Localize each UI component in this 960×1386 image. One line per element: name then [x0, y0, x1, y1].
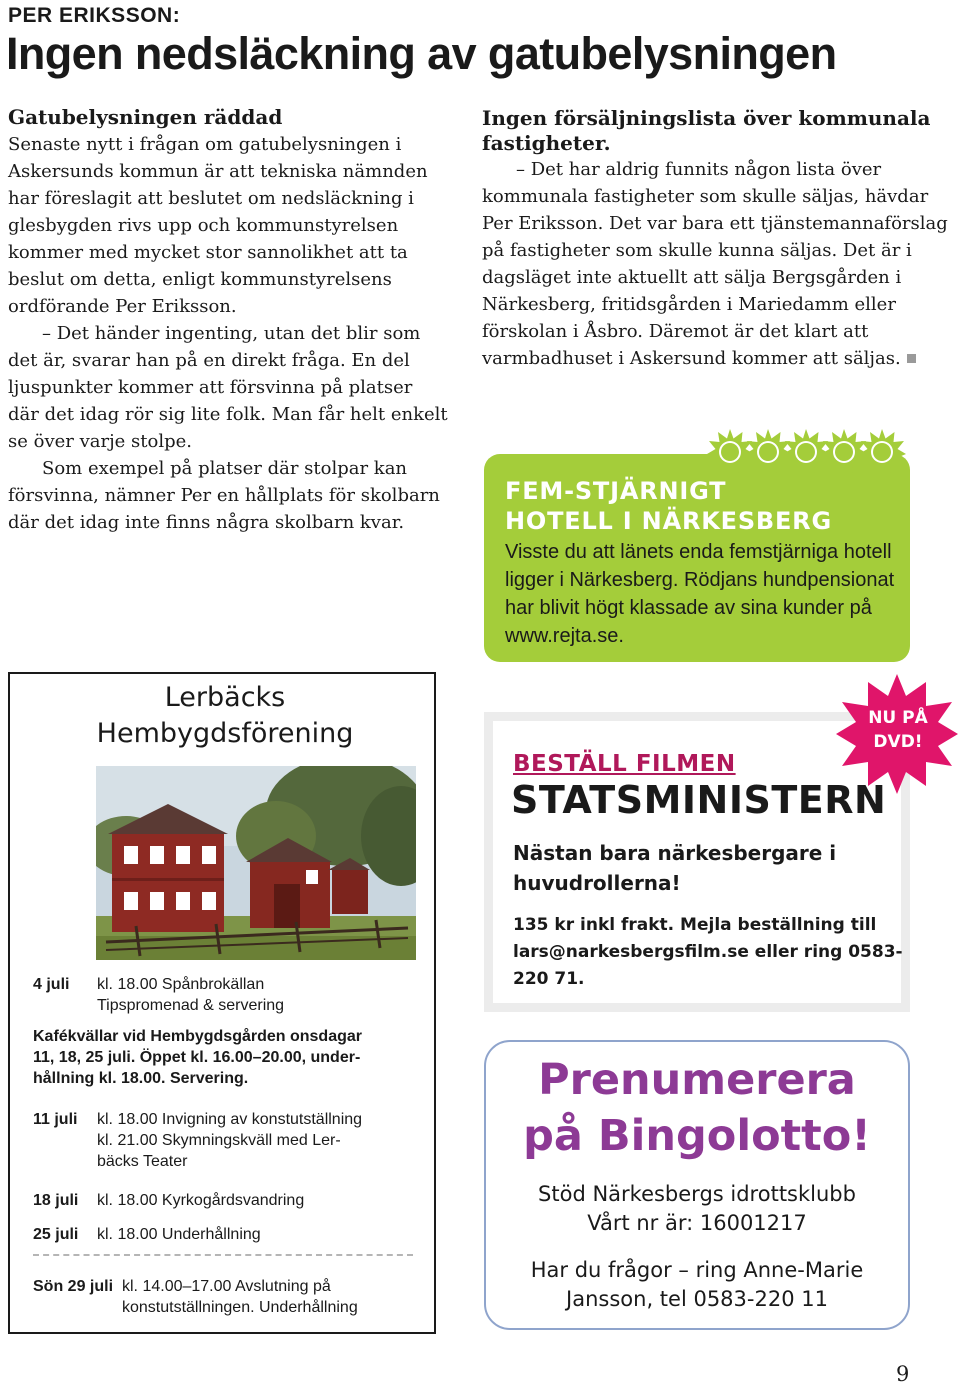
- hotel-box-text: Visste du att länets enda femstjärniga hotell ligger i Närkesberg. Rödjans hundpensionat har blivit högt klassade av sina kunder på www.rejta.se.: [505, 541, 895, 647]
- film-subtitle: Nästan bara närkesbergare i huvudrollerna!: [513, 841, 837, 895]
- left-paragraph-2: – Det händer ingenting, utan det blir som det är, svarar han på en direkt fråga. En del ljuspunkter kommer att försvinna på platser där det idag rör sig lite folk. Man får helt enkelt se över varje stolpe.: [8, 323, 448, 452]
- dvd-badge-text: NU PÅ DVD!: [868, 708, 928, 752]
- right-subhead: Ingen försäljningslista över kommunala fastigheter.: [482, 106, 931, 155]
- event-details: kl. 18.00 Invigning av konstutställning kl. 21.00 Skymningskväll med Ler- bäcks Teater: [97, 1111, 363, 1170]
- left-column: [8, 104, 448, 536]
- left-paragraph-3: Som exempel på platser där stolpar kan försvinna, nämner Per en hållplats för skolbarn där det idag inte finns några skolbarn kvar.: [8, 458, 440, 533]
- event-details: kl. 18.00 Spånbrokällan Tipspromenad & servering: [97, 976, 285, 1014]
- film-order-label: BESTÄLL FILMEN: [513, 751, 736, 777]
- event-calendar-title-line1: Lerbäcks: [164, 682, 286, 713]
- event-date: Sön 29 juli: [33, 1278, 114, 1295]
- cafe-evenings-notice: Kafékvällar vid Hembygdsgården onsdagar 11, 18, 25 juli. Öppet kl. 16.00–20.00, under- hållning kl. 18.00. Servering.: [33, 1028, 362, 1087]
- right-column: [482, 106, 952, 372]
- hotel-box-title: [505, 476, 832, 536]
- article-kicker: PER ERIKSSON:: [8, 4, 181, 27]
- right-paragraph-text: – Det har aldrig funnits någon lista över kommunala fastigheter som skulle säljas, hävdar Per Eriksson. Det var bara ett tjänstemannaförslag på fastigheter som skulle kunna säljas. Det är i dagsläget inte aktuellt att sälja Bergsgården i Närkesberg, fritidsgården i Mariedamm eller förskolan i Åsbro. Däremot är det klart att varmbadhuset i Askersund kommer att säljas.: [482, 159, 948, 369]
- film-title: STATSMINISTERN: [511, 778, 887, 822]
- event-date: 25 juli: [33, 1226, 79, 1243]
- left-subhead: Gatubelysningen räddad: [8, 105, 283, 129]
- event-details: kl. 18.00 Kyrkogårdsvandring: [97, 1192, 305, 1209]
- article-headline: Ingen nedsläckning av gatubelysningen: [6, 28, 837, 79]
- subscribe-title: Prenumerera på Bingolotto!: [523, 1055, 871, 1161]
- sun-icon: [858, 428, 906, 476]
- film-order-info: 135 kr inkl frakt. Mejla beställning till lars@narkesbergsfilm.se eller ring 0583-220 71.: [513, 915, 903, 989]
- event-details: kl. 18.00 Underhållning: [97, 1226, 261, 1243]
- event-date: 4 juli: [33, 976, 70, 993]
- event-calendar-title: [60, 680, 390, 752]
- hotel-box-title-line2: HOTELL I NÄRKESBERG: [505, 507, 832, 535]
- dashed-divider: [33, 1254, 413, 1256]
- event-calendar-title-line2: Hembygdsförening: [96, 718, 354, 749]
- right-paragraph-1: [482, 156, 952, 372]
- event-date: 18 juli: [33, 1192, 79, 1209]
- page-number: 9: [896, 1362, 910, 1386]
- event-details: kl. 14.00–17.00 Avslutning på konstutställningen. Underhållning: [122, 1278, 358, 1316]
- left-paragraph-1: Senaste nytt i frågan om gatubelysningen i Askersunds kommun är att tekniska nämnden har föreslagit att beslutet om nedsläckning i glesbygden rivs upp och kommunstyrelsen kommer med mycket stor sannolikhet att ta beslut om detta, enligt kommunstyrelsens ordförande Per Eriksson.: [8, 134, 428, 317]
- end-mark-icon: [907, 354, 916, 363]
- subscribe-body: Stöd Närkesbergs idrottsklubb Vårt nr är: 16001217 Har du frågor – ring Anne-Marie Jansson, tel 0583-220 11: [530, 1182, 864, 1311]
- farmhouse-photo: [96, 766, 416, 960]
- event-date: 11 juli: [33, 1111, 78, 1128]
- hotel-box-title-line1: FEM-STJÄRNIGT: [505, 477, 727, 505]
